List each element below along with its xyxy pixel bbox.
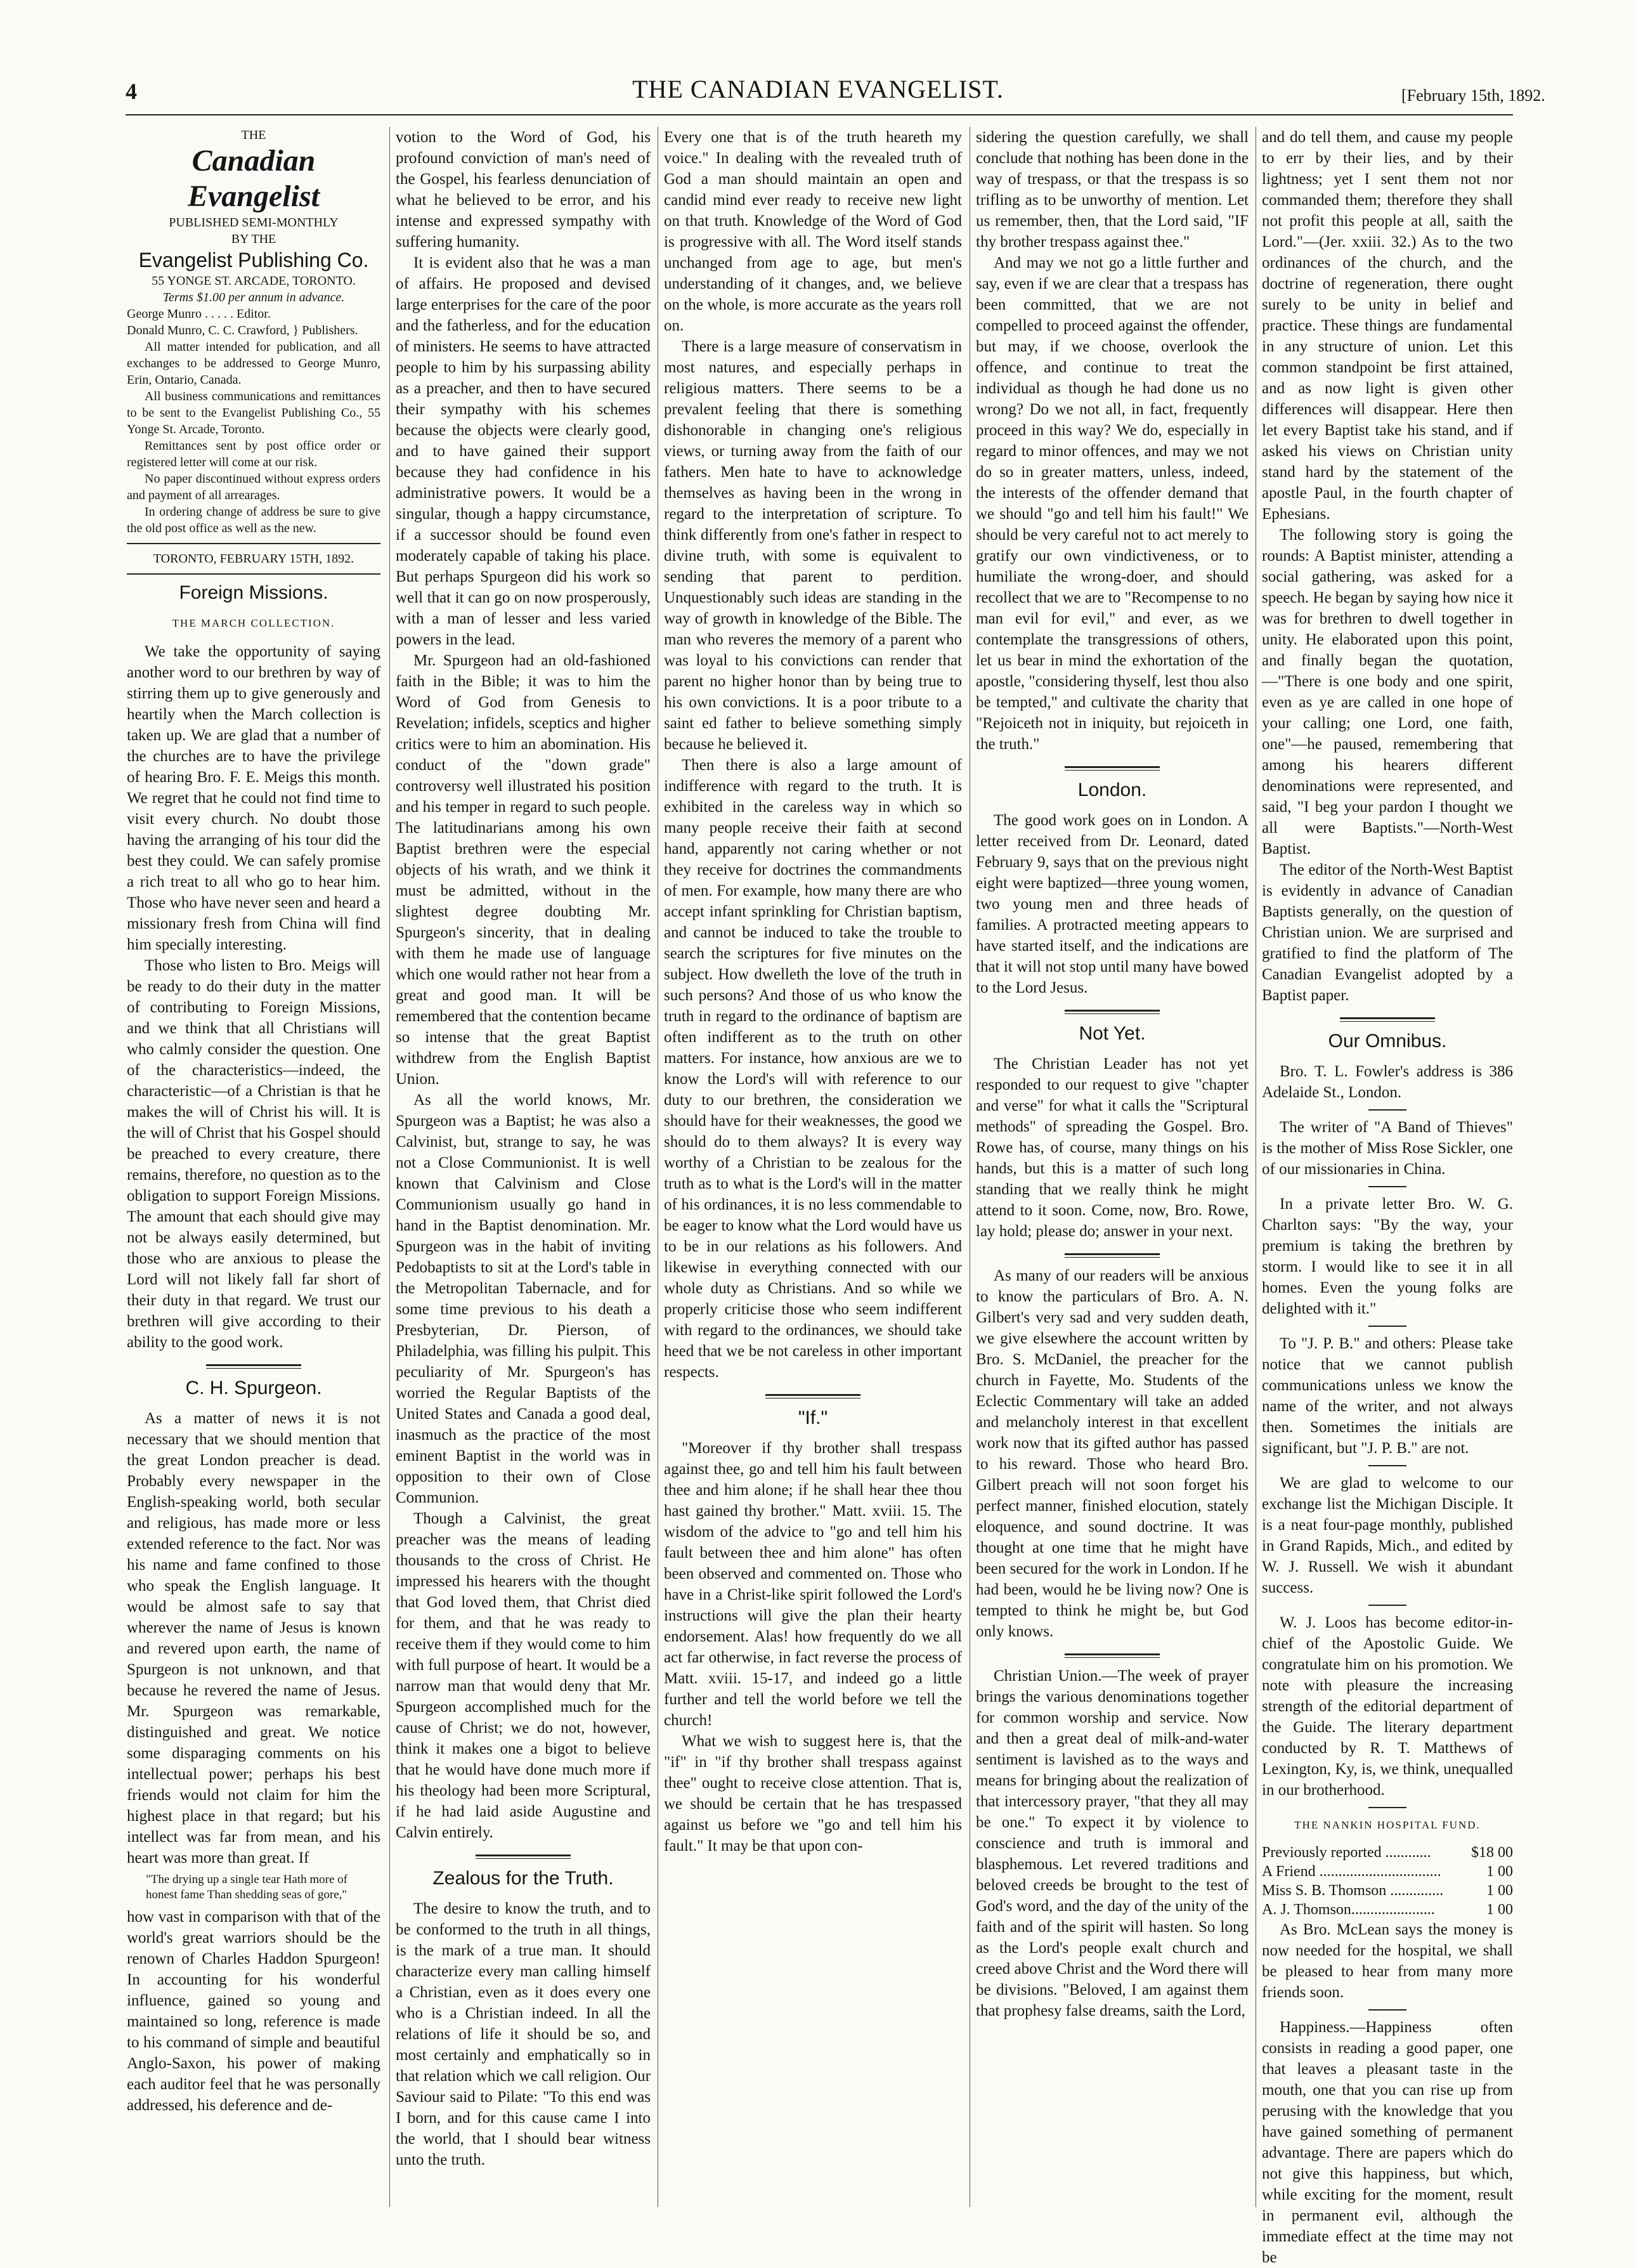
fund-donor: A Friend ................................ [1262, 1863, 1441, 1880]
masthead [127, 127, 380, 575]
fund-amount: 1 00 [1486, 1863, 1513, 1880]
column-3 [664, 127, 962, 2207]
section-heading-omnibus: Our Omnibus. [1328, 1031, 1447, 1052]
article-paragraph: Then there is also a large amount of indifference with regard to the truth. It is exhibited in the careless way in which so many people receive their faith at second hand, apparently not caring whether or not they receive for doctrines the commandments of men. For example, how many there are who accept infant sprinkling for Christian baptism, and cannot be induced to take the trouble to search the scriptures for five minutes on the subject. How dwelleth the love of the truth in such persons? And those of us who know the truth in regard to the ordinance of baptism are often indifferent as to the truth on other matters. For instance, how anxious are we to know the Lord's will with reference to our duty to our brethren, the consideration we should have for their weaknesses, the good we should do to them always? It is every way worthy of a Christian to be zealous for the truth as to what is the Lord's will in the matter of his ordinances, it is no less commendable to be eager to know what the Lord would have us to be in our relations as his followers. And likewise in everything connected with our whole duty as Christians. And so while we properly criticise those who seem indifferent with regard to the ordinances, we should take heed that we be not careless in other important respects. [664, 757, 962, 1381]
section-divider [1065, 1653, 1160, 1658]
section-heading-london: London. [1077, 779, 1147, 800]
article-paragraph: sidering the question carefully, we shall conclude that nothing has been done in the way of trespass, or that the trespass is so trifling as to be unworthy of mention. Let us remember, then, that the Lord said, "IF thy brother trespass against thee." [976, 129, 1249, 251]
news-item: In a private letter Bro. W. G. Charlton says: "By the way, your premium is taking the brethren by storm. I would like to see it in all homes. Even the young folks are delighted with it." [1262, 1196, 1513, 1317]
section-heading-if: "If." [798, 1407, 828, 1428]
article-paragraph: What we wish to suggest here is, that the "if" in "if thy brother shall trespass against thee" ought to receive close attention. That is, we should be certain that he has trespassed against us before we "go and tell him his fault." It may be that upon con- [664, 1733, 962, 1854]
news-item: To "J. P. B." and others: Please take notice that we cannot publish communications unless we know the name of the writer, and not always then. Sometimes the initials are significant, but "J. P. B." are not. [1262, 1335, 1513, 1457]
fund-row [1262, 1900, 1513, 1919]
header-rule [126, 114, 1513, 115]
article-paragraph: "Moreover if thy brother shall trespass against thee, go and tell him his fault between thee and him alone; if he shall hear thee thou hast gained thy brother." Matt. xviii. 15. The wisdom of the advice to "go and tell him his fault between thee and him alone" has often been observed and commented on. Those who have in a Christ-like spirit followed the Lord's instructions will give the plan their hearty endorsement. Alas! how frequently do we all act far otherwise, in fact reverse the process of Matt. xviii. 15-17, and indeed go a little further and tell the world before we tell the church! [664, 1440, 962, 1729]
news-item: The writer of "A Band of Thieves" is the mother of Miss Rose Sickler, one of our missionaries in China. [1262, 1119, 1513, 1178]
article-paragraph: There is a large measure of conservatism in most natures, and especially perhaps in religious matters. There seems to be a prevalent feeling that there is something dishonorable in changing one's religious views, or turning away from the faith of our fathers. Men hate to have to acknowledge themselves as having been in the wrong in regard to the interpretation of scripture. To think differently from one's father in respect to divine truth, with some is equivalent to sending that parent to perdition. Unquestionably such ideas are standing in the way of growth in knowledge of the Bible. The man who reveres the memory of a parent who was loyal to his convictions can render that parent no higher honor than by being true to his own convictions. It is a poor tribute to a saint ed father to believe something simply because he believed it. [664, 338, 962, 753]
masthead-title: Canadian Evangelist [187, 144, 320, 213]
fund-donor: Miss S. B. Thomson .............. [1262, 1882, 1444, 1899]
section-divider [765, 1394, 860, 1398]
news-item: Happiness.—Happiness often consists in reading a good paper, one that leaves a pleasant taste in the mouth, one that you can rise up from perusing with the knowledge that you have gained something of permanent advantage. There are papers which do not give this happiness, but which, while exciting for the moment, result in permanent evil, although the immediate effect at the time may not be [1262, 2019, 1513, 2266]
column-divider [389, 127, 390, 2207]
article-paragraph: And may we not go a little further and say, even if we are clear that a trespass has been committed, that we are not compelled to proceed against the offender, but may, if we choose, overlook the offence, and continue to treat the individual as though he had done us no wrong? Do we not all, in fact, frequently proceed in this way? We do, especially in regard to minor offences, and may we not do so in greater matters, unless, indeed, the interests of the offender demand that we should "go and tell him his fault!" We should be very careful not to act merely to gratify our own vindictiveness, or to humiliate the wrong-doer, and should recollect that we are to "Recompense to no man evil for evil," and ever, as we contemplate the transgressions of others, let us bear in mind the exhortation of the apostle, "considering thyself, lest thou also be tempted," and cultivate the charity that "Rejoiceth not in iniquity, but rejoiceth in the truth." [976, 254, 1249, 753]
item-separator [1368, 1465, 1406, 1466]
article-paragraph: and do tell them, and cause my people to err by their lies, and by their lightness; yet I sent them not nor commanded them; therefore they shall not profit this people at all, saith the Lord."—(Jer. xxiii. 32.) As to the two ordinances of the church, and the doctrine of regeneration, there ought surely to be unity in belief and practice. These things are fundamental in any structure of union. Let this common standpoint be first attained, and as now light is given other differences will disappear. Here then let every Baptist take his stand, and if asked his views on Christian unity stand hard by the statement of the apostle Paul, in the fourth chapter of Ephesians. [1262, 129, 1513, 523]
section-heading-foreign-missions: Foreign Missions. [179, 582, 328, 603]
section-divider [1340, 1017, 1435, 1022]
fund-donor: A. J. Thomson...................... [1262, 1901, 1435, 1918]
fund-amount: $18 00 [1471, 1844, 1513, 1861]
article-paragraph: The Christian Leader has not yet responded to our request to give "chapter and verse" for what it calls the "Scriptural methods" of spreading the Gospel. Bro. Rowe has, of course, many things on his hands, but this is a matter of such long standing that we really think he might attend to it soon. Come, now, Bro. Rowe, lay hold; please do; answer in your next. [976, 1055, 1249, 1240]
item-separator [1368, 1109, 1406, 1111]
masthead-by: BY THE [231, 232, 276, 246]
notice-text: In ordering change of address be sure to give the old post office as well as the new. [127, 505, 380, 535]
column-4 [976, 127, 1249, 2207]
publisher-address: 55 YONGE ST. ARCADE, TORONTO. [152, 274, 356, 288]
section-divider [1065, 1253, 1160, 1258]
editor-line: George Munro . . . . . Editor. [127, 307, 271, 321]
column-1 [127, 127, 380, 2207]
section-heading-spurgeon: C. H. Spurgeon. [185, 1378, 322, 1398]
section-divider [206, 1364, 301, 1369]
fund-row [1262, 1862, 1513, 1881]
article-paragraph: As a matter of news it is not necessary that we should mention that the great London preacher is dead. Probably every newspaper in the English-speaking world, both secular and religious, has made more or less extended reference to the fact. Nor was his name and fame confined to those who speak the English language. It would be almost safe to say that wherever the name of Jesus is known and revered upon earth, the name of Spurgeon is not unknown, and that because he revered the name of Jesus. Mr. Spurgeon was remarkable, distinguished and great. We notice some disparaging comments on his intellectual power; perhaps his best friends would not claim for him the highest place in that regard; but his intellect was far from mean, and his heart was more than great. If [127, 1410, 380, 1867]
notice-text: Remittances sent by post office order or registered letter will come at our risk. [127, 439, 380, 469]
article-paragraph: Every one that is of the truth heareth my voice." In dealing with the revealed truth of God a man should maintain an open and candid mind ever ready to receive new light on that truth. Knowledge of the Word of God is progressive with all. The Word itself stands unchanged from age to age, but men's understanding of it changes, and, we believe on the whole, is more accurate as the years roll on. [664, 129, 962, 334]
article-paragraph: As all the world knows, Mr. Spurgeon was a Baptist; he was also a Calvinist, but, strange to say, he was not a Close Communionist. It is well known that Calvinism and Close Communionism usually go hand in hand in the Baptist denomination. Mr. Spurgeon was in the habit of inviting Pedobaptists to sit at the Lord's table in the Metropolitan Tabernacle, and for some time previous to his death a Presbyterian, Dr. Pierson, of Philadelphia, was filling his pulpit. This peculiarity of Mr. Spurgeon's has worried the Regular Baptists of the United States and Canada a good deal, inasmuch as the practice of the most eminent Baptist in the world was in opposition to their own of Close Communion. [396, 1092, 651, 1506]
page-number: 4 [126, 79, 137, 104]
item-separator [1368, 2009, 1406, 2011]
fund-row [1262, 1843, 1513, 1862]
section-divider [1065, 766, 1160, 771]
article-paragraph: It is evident also that he was a man of affairs. He proposed and devised large enterprises for the care of the poor and the fatherless, and for the education of ministers. He seems to have attracted people to him by his surpassing ability as a preacher, and then to have secured their sympathy with his schemes because the objects were clearly good, and to have gained their support because they had confidence in his administrative powers. It would be a singular, though a happy circumstance, if a successor should be found even moderately capable of taking his place. But perhaps Spurgeon did his work so well that it can go on now prosperously, with a man of lesser and less varied powers in the lead. [396, 254, 651, 648]
notice-text: All business communications and remittances to be sent to the Evangelist Publishing Co., 55 Yonge St. Arcade, Toronto. [127, 389, 380, 436]
verse-quote: "The drying up a single tear Hath more of honest fame Than shedding seas of gore," [146, 1873, 347, 1901]
section-heading-not-yet: Not Yet. [1079, 1023, 1146, 1044]
masthead-frequency: PUBLISHED SEMI-MONTHLY [169, 216, 339, 230]
item-separator [1368, 1186, 1406, 1187]
article-paragraph: We take the opportunity of saying another word to our brethren by way of stirring them up to give generously and heartily when the March collection is taken up. We are glad that a number of the churches are to have the privilege of hearing Bro. F. E. Meigs this month. We regret that he could not find time to visit every church. No doubt those having the arranging of his tour did the best they could. We can safely promise a rich treat to all who go to hear him. Those who have never seen and heard a missionary fresh from China will find him specially interesting. [127, 643, 380, 953]
paper-title: THE CANADIAN EVANGELIST. [632, 75, 1004, 103]
fund-table [1262, 1843, 1513, 1919]
column-2 [396, 127, 651, 2207]
article-paragraph: The following story is going the rounds: A Baptist minister, attending a social gathering, was asked for a speech. He began by saying how nice it was for brethren to dwell together in unity. He elaborated upon this point, and finally began the quotation,—"There is one body and one spirit, even as ye are called in one hope of your calling; one Lord, one faith, one"—he paused, remembering that among his hearers different denominations were represented, and said, "I beg your pardon I thought we all were Baptists."—North-West Baptist. [1262, 526, 1513, 857]
article-paragraph: Mr. Spurgeon had an old-fashioned faith in the Bible; it was to him the Word of God from Genesis to Revelation; infidels, sceptics and higher critics were to him an abomination. His conduct of the "down grade" controversy well illustrated his position and his temper in regard to such people. The latitudinarians among his own Baptist brethren were the especial objects of his wrath, and we think it must be admitted, without in the slightest degree doubting Mr. Spurgeon's sincerity, that in dealing with them he made use of language which one would rather not hear from a great and good man. It will be remembered that the contention became so intense that the great Baptist withdrew from the English Baptist Union. [396, 652, 651, 1088]
article-paragraph: The desire to know the truth, and to be conformed to the truth in all things, is the mark of a true man. It should characterize every man calling himself a Christian, even as it does every one who is a Christian indeed. In all the relations of life it should be so, and most certainly and emphatically so in that relation which we call religion. Our Saviour said to Pilate: "To this end was I born, and for this cause came I into the world, that I should bear witness unto the truth. [396, 1900, 651, 2168]
masthead-the: THE [241, 128, 266, 142]
news-item: Bro. T. L. Fowler's address is 386 Adelaide St., London. [1262, 1063, 1513, 1101]
article-paragraph: Though a Calvinist, the great preacher was the means of leading thousands to the cross of Christ. He impressed his hearers with the thought that God loved them, that Christ died for them, and that he was ready to receive them if they would come to him with full purpose of heart. It would be a narrow man that would deny that Mr. Spurgeon accomplished much for the cause of Christ; we do not, however, think it makes one a bigot to believe that he would have done much more if his theology had been more Scriptural, if he had laid aside Augustine and Calvin entirely. [396, 1510, 651, 1841]
issue-date: [February 15th, 1892. [1401, 86, 1545, 105]
article-paragraph: how vast in comparison with that of the world's great warriors should be the renown of Charles Haddon Spurgeon! In accounting for his wonderful influence, gained so young and maintained so long, reference is made to his command of simple and beautiful Anglo-Saxon, his power of making each auditor feel that he was personally addressed, his deference and de- [127, 1908, 380, 2114]
section-divider [476, 1854, 571, 1859]
masthead-rule [127, 573, 380, 575]
section-divider [1065, 1010, 1160, 1014]
article-paragraph: The editor of the North-West Baptist is evidently in advance of Canadian Baptists generally, on the question of Christian union. We are surprised and gratified to find the platform of The Canadian Evangelist adopted by a Baptist paper. [1262, 861, 1513, 1004]
masthead-rule [127, 543, 380, 544]
dateline: TORONTO, FEBRUARY 15TH, 1892. [153, 552, 354, 566]
publishers-line: Donald Munro, C. C. Crawford, } Publishers. [127, 323, 358, 337]
fund-row [1262, 1881, 1513, 1900]
section-heading-zealous: Zealous for the Truth. [432, 1868, 614, 1889]
fund-heading: THE NANKIN HOSPITAL FUND. [1294, 1819, 1481, 1831]
fund-amount: 1 00 [1486, 1882, 1513, 1899]
section-subheading: THE MARCH COLLECTION. [172, 617, 335, 629]
article-paragraph: Christian Union.—The week of prayer brings the various denominations together for common worship and service. Now and then a great deal of milk-and-water sentiment is lavished as to the ways and means for bringing about the realization of that intercessory prayer, "that they all may be one." To expect it by violence to conscience and truth is immoral and blasphemous. Let revered traditions and beloved creeds be brought to the test of God's word, and the day of the unity of the faith and of the spirit will hasten. So long as the Lord's people exalt church and creed above Christ and the Word there will be divisions. "Beloved, I am against them that prophesy false dreams, saith the Lord, [976, 1667, 1249, 2019]
article-paragraph: As many of our readers will be anxious to know the particulars of Bro. A. N. Gilbert's very sad and very sudden death, we give elsewhere the account written by Bro. S. McDaniel, the preacher for the church in Fayette, Mo. Students of the Eclectic Commentary will take an added and melancholy interest in that excellent work now that its gifted author has passed to his reward. Those who heard Bro. Gilbert preach will not soon forget his perfect manner, finished elocution, stately eloquence, and sound doctrine. It was thought at one time that he might have been secured for the work in London. If he had been, would he be living now? One is tempted to think he might be, but God only knows. [976, 1267, 1249, 1640]
fund-donor: Previously reported ............ [1262, 1844, 1431, 1861]
article-paragraph: Those who listen to Bro. Meigs will be ready to do their duty in the matter of contributing to Foreign Missions, and we think that all Christians will who calmly consider the question. One of the characteristics—indeed, the characteristic—of a Christian is that he makes the will of Christ his will. It is the will of Christ that his Gospel should be preached to every creature, there remains, therefore, no question as to the obligation to support Foreign Missions. The amount that each should give may not be always easily determined, but those who are anxious to please the Lord will not likely fall far short of their duty in that regard. We trust our brethren will give according to their ability to the good work. [127, 957, 380, 1351]
notice-text: No paper discontinued without express orders and payment of all arrearages. [127, 472, 380, 502]
item-separator [1368, 1605, 1406, 1606]
article-paragraph: votion to the Word of God, his profound conviction of man's need of the Gospel, his fearless denunciation of what he believed to be error, and his intense and expressed sympathy with suffering humanity. [396, 129, 651, 251]
item-separator [1368, 1326, 1406, 1327]
subscription-terms: Terms $1.00 per annum in advance. [162, 290, 345, 304]
item-separator [1368, 1807, 1406, 1808]
article-paragraph: The good work goes on in London. A letter received from Dr. Leonard, dated February 9, says that on the previous night eight were baptized—three young women, two young men and three heads of families. A protracted meeting appears to have started itself, and the indications are that it will not stop until many have bowed to the Lord Jesus. [976, 812, 1249, 996]
notice-text: All matter intended for publication, and all exchanges to be addressed to George Munro, Erin, Ontario, Canada. [127, 340, 380, 387]
column-5 [1262, 127, 1513, 2266]
news-item: As Bro. McLean says the money is now needed for the hospital, we shall be pleased to hear from many more friends soon. [1262, 1921, 1513, 2001]
publisher-name: Evangelist Publishing Co. [138, 249, 369, 271]
news-item: W. J. Loos has become editor-in-chief of the Apostolic Guide. We congratulate him on his promotion. We note with pleasure the increasing strength of the editorial department of the Guide. The literary department conducted by R. T. Matthews of Lexington, Ky, is, we think, unequalled in our brotherhood. [1262, 1614, 1513, 1799]
news-item: We are glad to welcome to our exchange list the Michigan Disciple. It is a neat four-page monthly, published in Grand Rapids, Mich., and edited by W. J. Russell. We wish it abundant success. [1262, 1475, 1513, 1596]
fund-amount: 1 00 [1486, 1901, 1513, 1918]
